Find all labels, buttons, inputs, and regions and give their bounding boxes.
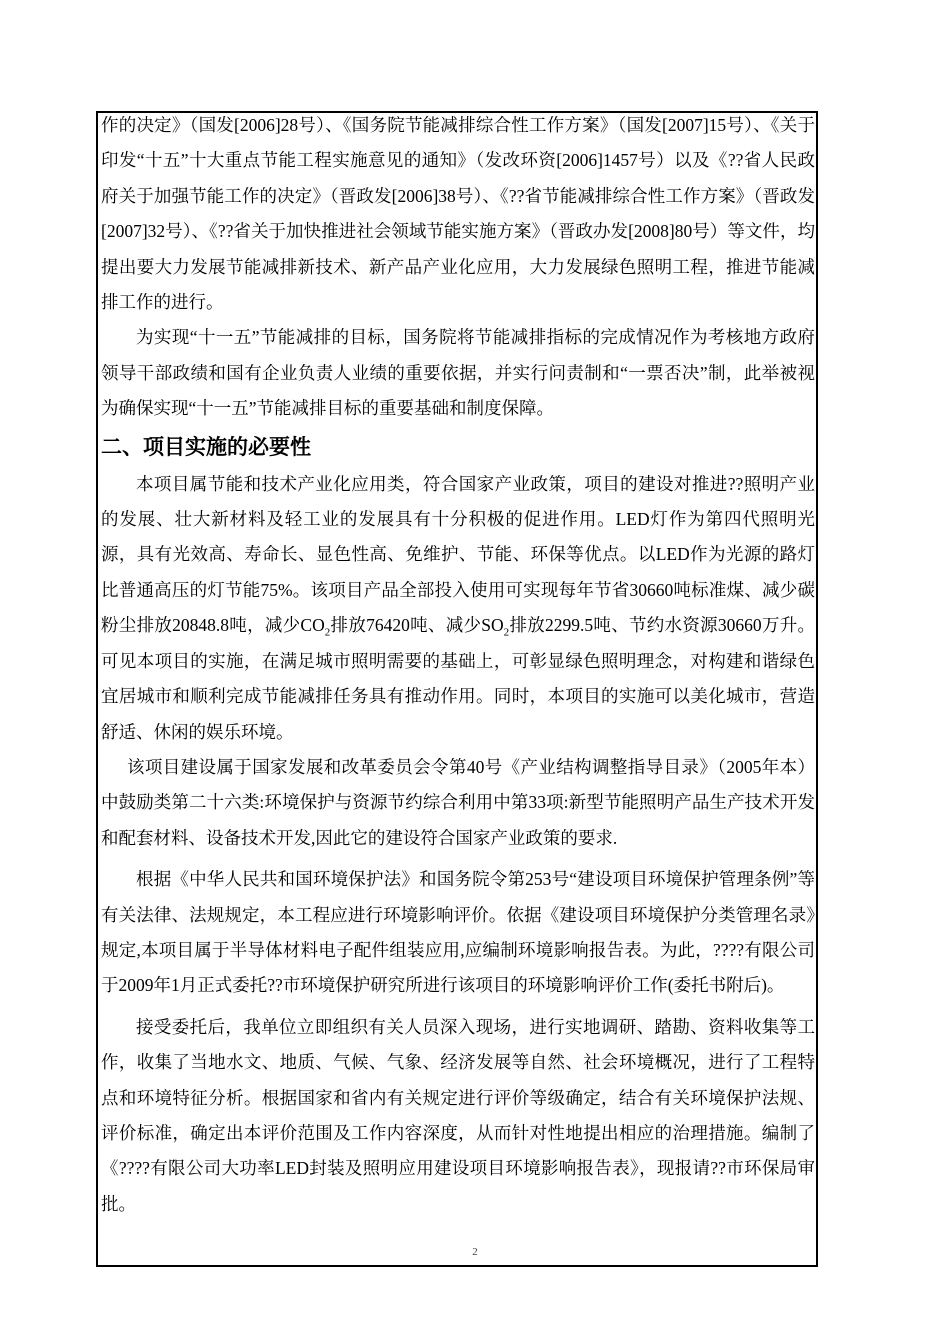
benefits-text-a: 本项目属节能和技术产业化应用类，符合国家产业政策，项目的建设对推进??照明产业的发展、壮大新材料及轻工业的发展具有十分积极的促进作用。LED灯作为第四代照明光源，具有光效高、寿命长、显色性高、免维护、节能、环保等优点。以LED作为光源的路灯比普通高压的灯节能75%。该项目产品全部投入使用可实现每年节省30660吨标准煤、减少碳粉尘排放20848.8吨，减少CO (101, 473, 815, 636)
page-number: 2 (472, 1246, 478, 1258)
so2-subscript: 2 (503, 626, 510, 639)
paragraph-work-process: 接受委托后，我单位立即组织有关人员深入现场，进行实地调研、踏勘、资料收集等工作，收集了当地水文、地质、气候、气象、经济发展等自然、社会环境概况，进行了工程特点和环境特征分析。根据国家和省内有关规定进行评价等级确定，结合有关环境保护法规、评价标准，确定出本评价范围及工作内容深度，从而针对性地提出相应的治理措施。编制了《????有限公司大功率LED封装及照明应用建设项目环境影响报告表》，现报请??市环保局审批。 (101, 1016, 815, 1214)
paragraph-legal-basis: 根据《中华人民共和国环境保护法》和国务院令第253号“建设项目环境保护管理条例”等有关法律、法规规定，本工程应进行环境影响评价。依据《建设项目环境保护分类管理名录》规定,本项目属于半导体材料电子配件组装应用,应编制环境影响报告表。为此，????有限公司于2009年1月正式委托??市环境保护研究所进行该项目的环境影响评价工作(委托书附后)。 (101, 869, 815, 996)
paragraph-energy-targets: 为实现“十一五”节能减排的目标，国务院将节能减排指标的完成情况作为考核地方政府领导干部政绩和国有企业负责人业绩的重要依据，并实行问责制和“一票否决”制，此举被视为确保实现“十一五”节能减排目标的重要基础和制度保障。 (101, 327, 815, 419)
co2-subscript: 2 (324, 626, 331, 639)
section-heading: 二、项目实施的必要性 (101, 434, 311, 459)
benefits-text-c: 排放2299.5吨、节约水资源30660万升。可见本项目的实施，在满足城市照明需要的基础上，可彰显绿色照明理念，对构建和谐绿色宜居城市和顺利完成节能减排任务具有推动作用。同时，本项目的实施可以美化城市，营造舒适、休闲的娱乐环境。 (101, 615, 816, 742)
paragraph-industry-policy: 该项目建设属于国家发展和改革委员会令第40号《产业结构调整指导目录》（2005年本）中鼓励类第二十六类:环境保护与资源节约综合利用中第33项:新型节能照明产品生产技术开发和配套材料、设备技术开发,因此它的建设符合国家产业政策的要求. (101, 756, 815, 848)
paragraph-policy-documents: 作的决定》（国发[2006]28号）、《国务院节能减排综合性工作方案》（国发[2007]15号）、《关于印发“十五”十大重点节能工程实施意见的通知》（发改环资[2006]1457号）以及《??省人民政府关于加强节能工作的决定》（晋政发[2006]38号）、《??省节能减排综合性工作方案》（晋政发[2007]32号）、《??省关于加快推进社会领域节能实施方案》（晋政办发[2008]80号）等文件，均提出要大力发展节能减排新技术、新产品产业化应用，大力发展绿色照明工程，推进节能减排工作的进行。 (101, 115, 815, 313)
paragraph-project-benefits (101, 467, 815, 750)
benefits-text-b: 排放76420吨、减少SO (330, 615, 504, 636)
document-body (101, 108, 815, 1222)
